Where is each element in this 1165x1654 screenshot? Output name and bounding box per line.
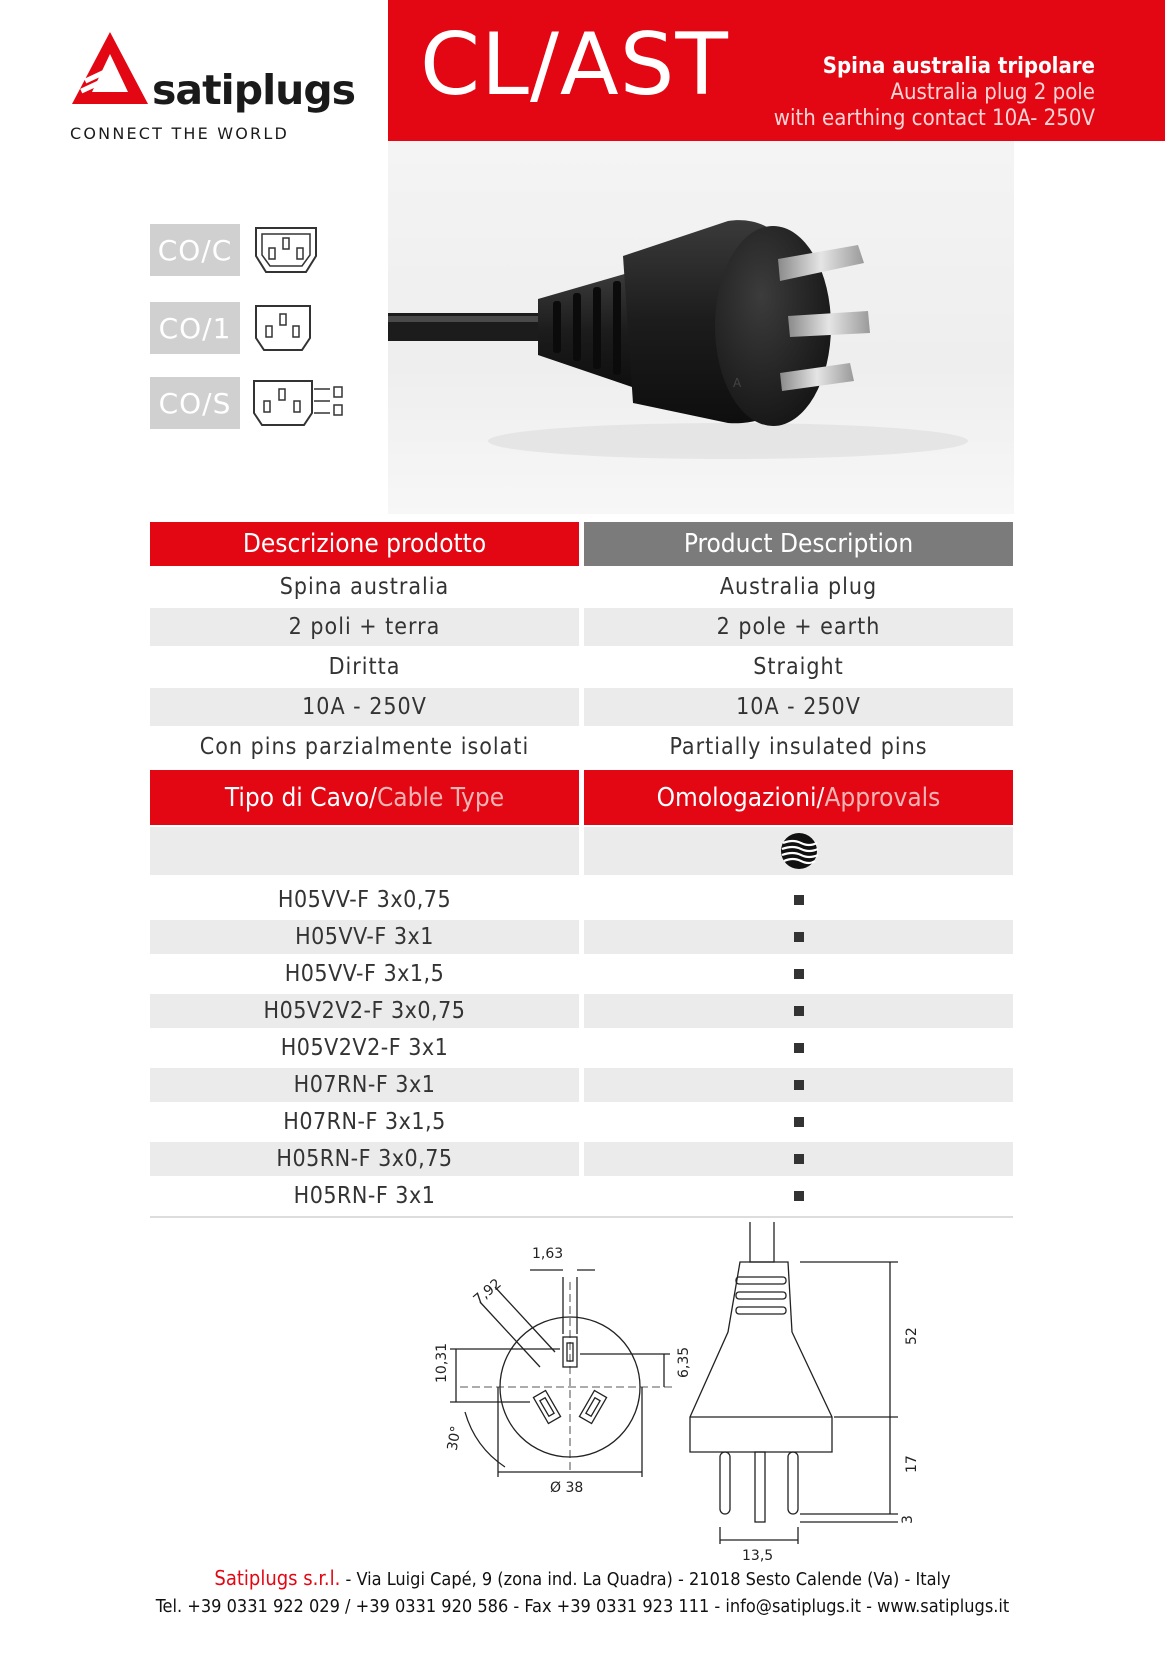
description-row-it: Diritta [328, 654, 401, 680]
cable-type-cell: H05VV-F 3x1,5 [284, 961, 445, 987]
header-subtitle [774, 54, 1095, 132]
description-row-it: Con pins parzialmente isolati [199, 734, 530, 760]
model-code: CL/AST [420, 15, 729, 115]
dim-1-63: 1,63 [532, 1246, 564, 1262]
dim-38: Ø 38 [550, 1480, 584, 1496]
saa-approval-icon [777, 831, 821, 871]
cable-type-header [150, 770, 579, 825]
socket-type-co-1 [150, 302, 314, 354]
socket-label: CO/C [150, 224, 240, 276]
description-row-it: 10A - 250V [150, 688, 579, 726]
cable-type-cell: H07RN-F 3x1,5 [283, 1109, 446, 1135]
iec-c13-socket-icon [252, 302, 314, 354]
description-row-en: Partially insulated pins [669, 734, 928, 760]
approval-mark [584, 1031, 1013, 1065]
socket-type-co-c [150, 224, 320, 276]
approvals-header [584, 770, 1013, 825]
description-row-en: 2 pole + earth [584, 608, 1013, 646]
description-row-en: 10A - 250V [584, 688, 1013, 726]
iec-c13-socket-with-clip-icon [252, 377, 352, 429]
header-banner [388, 0, 1165, 141]
approval-mark [584, 957, 1013, 991]
dim-7-92: 7,92 [470, 1275, 505, 1309]
approval-bullet-icon [794, 1080, 804, 1090]
cable-type-cell: H05VV-F 3x0,75 [277, 887, 452, 913]
approval-mark [584, 1142, 1013, 1176]
satiplugs-logo-icon [70, 30, 150, 110]
approval-mark [584, 883, 1013, 917]
description-header-it: Descrizione prodotto [150, 522, 579, 566]
approval-mark [584, 1105, 1013, 1139]
footer-address-text: - Via Luigi Capé, 9 (zona ind. La Quadra) - 21018 Sesto Calende (Va) - Italy [340, 1569, 951, 1590]
dim-30: 30° [444, 1424, 465, 1452]
cable-type-cell: H05VV-F 3x1 [150, 920, 579, 954]
dim-17: 17 [904, 1455, 920, 1473]
dim-13-5: 13,5 [742, 1548, 774, 1562]
approval-bullet-icon [794, 1006, 804, 1016]
cable-type-header-separator: / [369, 782, 377, 813]
footer-address [0, 1566, 1165, 1590]
description-row-en: Straight [753, 654, 844, 680]
svg-text:A: A [733, 376, 742, 390]
cable-type-cell: H07RN-F 3x1 [150, 1068, 579, 1102]
approval-mark [584, 1179, 1013, 1213]
iec-c13-socket-icon [252, 224, 320, 276]
approval-mark [584, 920, 1013, 954]
footer-contacts: Tel. +39 0331 922 029 / +39 0331 920 586 - Fax +39 0331 923 111 - info@satiplugs.it - www.satiplugs.it [155, 1596, 1010, 1617]
header-line-3: with earthing contact 10A- 250V [773, 106, 1095, 131]
technical-drawing [420, 1222, 980, 1562]
socket-label: CO/S [150, 377, 240, 429]
header-line-1: Spina australia tripolare [822, 54, 1095, 79]
description-row-en: Australia plug [719, 574, 878, 600]
approvals-header-separator: / [816, 782, 825, 813]
approval-bullet-icon [794, 1191, 804, 1201]
cable-icon-row-blank [150, 827, 579, 875]
approval-bullet-icon [794, 932, 804, 942]
approval-icon-cell [584, 827, 1013, 875]
approval-bullet-icon [794, 969, 804, 979]
cable-type-header-it: Tipo di Cavo [224, 782, 370, 813]
product-photo [388, 141, 1014, 514]
approval-mark [584, 1068, 1013, 1102]
header-line-2: Australia plug 2 pole [890, 80, 1095, 105]
description-row-it: 2 poli + terra [150, 608, 579, 646]
socket-type-co-s [150, 377, 352, 429]
approval-bullet-icon [794, 895, 804, 905]
footer-company: Satiplugs s.r.l. [214, 1566, 341, 1590]
brand-tagline: CONNECT THE WORLD [70, 124, 290, 143]
dim-52: 52 [904, 1327, 920, 1345]
dim-6-35: 6,35 [676, 1346, 692, 1378]
socket-label: CO/1 [150, 302, 240, 354]
approval-mark [584, 994, 1013, 1028]
brand-name: satiplugs [152, 66, 356, 114]
cable-type-cell: H05V2V2-F 3x1 [280, 1035, 449, 1061]
brand-logo [70, 30, 370, 145]
approval-bullet-icon [794, 1154, 804, 1164]
cable-type-cell: H05RN-F 3x1 [293, 1183, 436, 1209]
approvals-header-en: Approvals [824, 782, 941, 813]
plug-image [388, 141, 1014, 514]
approvals-header-it: Omologazioni [656, 782, 817, 813]
approval-bullet-icon [794, 1117, 804, 1127]
cable-type-header-en: Cable Type [376, 782, 505, 813]
cable-type-cell: H05V2V2-F 3x0,75 [150, 994, 579, 1028]
description-header-en: Product Description [584, 522, 1013, 566]
dim-10-31: 10,31 [434, 1342, 450, 1383]
description-row-it: Spina australia [279, 574, 450, 600]
cable-type-cell: H05RN-F 3x0,75 [150, 1142, 579, 1176]
dim-3: 3 [900, 1515, 916, 1524]
approval-bullet-icon [794, 1043, 804, 1053]
table-divider [150, 1216, 1013, 1218]
